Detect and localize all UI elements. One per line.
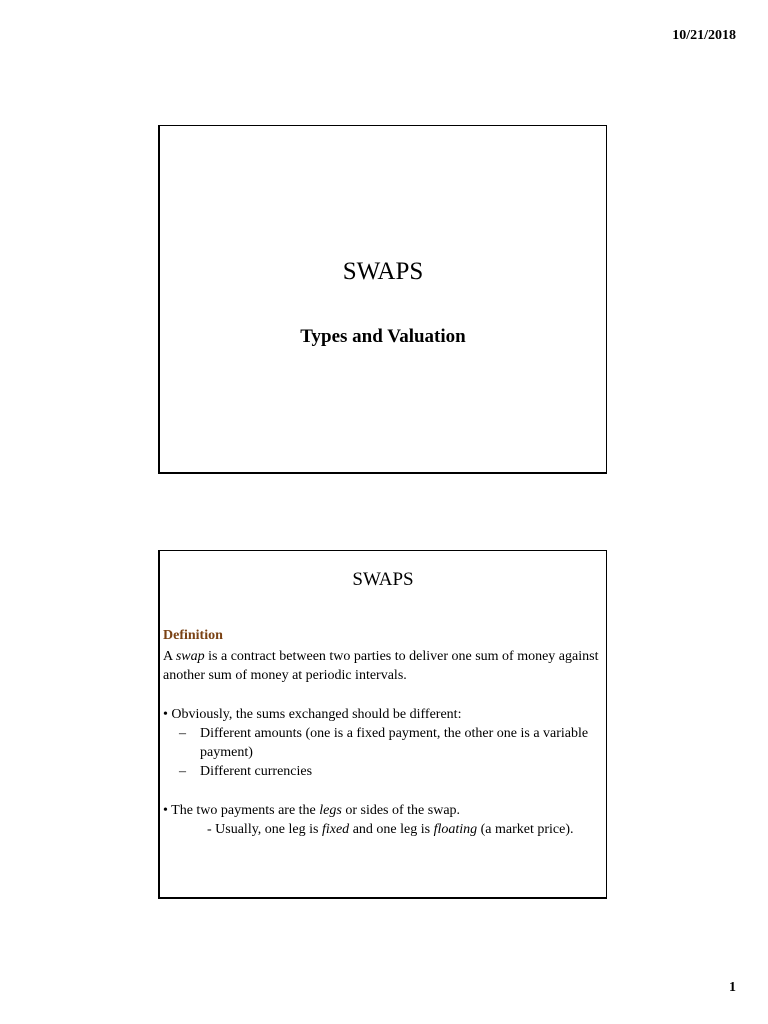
legs-note-end: (a market price). <box>477 822 574 837</box>
bullet-legs-rest: or sides of the swap. <box>341 803 461 818</box>
slide-heading: SWAPS <box>352 569 414 590</box>
definition-text-rest: is a contract between two parties to deliver one sum of money against another sum of money at periodic intervals. <box>163 649 599 683</box>
legs-term: legs <box>319 803 342 818</box>
slide-title-heading: SWAPS <box>342 258 424 285</box>
sub-bullet-text: Different amounts (one is a fixed payment, the other one is a variable payment) <box>200 726 589 760</box>
legs-note-start: - Usually, one leg is <box>207 822 322 837</box>
slide-title <box>158 125 607 474</box>
definition-text <box>163 647 602 685</box>
definition-heading: Definition <box>163 628 223 643</box>
sub-bullet-different-amounts <box>163 724 602 762</box>
bullet-legs <box>163 801 602 820</box>
page-date: 10/21/2018 <box>672 28 736 43</box>
fixed-term: fixed <box>321 822 350 837</box>
definition-text-start: A <box>163 649 176 664</box>
legs-note <box>163 820 602 839</box>
definition-term: swap <box>175 649 205 664</box>
slide-definition <box>158 550 607 899</box>
dash-marker: – <box>179 764 186 779</box>
slide-subtitle: Types and Valuation <box>300 326 466 347</box>
dash-marker: – <box>179 726 186 741</box>
slide-body <box>163 626 602 839</box>
bullet-sums-different: • Obviously, the sums exchanged should be different: <box>163 707 462 722</box>
floating-term: floating <box>433 822 478 837</box>
sub-bullet-different-currencies <box>163 762 602 781</box>
bullet-legs-start: • The two payments are the <box>163 803 320 818</box>
sub-bullet-text: Different currencies <box>200 764 313 779</box>
page-number: 1 <box>729 980 736 995</box>
legs-note-middle: and one leg is <box>349 822 434 837</box>
